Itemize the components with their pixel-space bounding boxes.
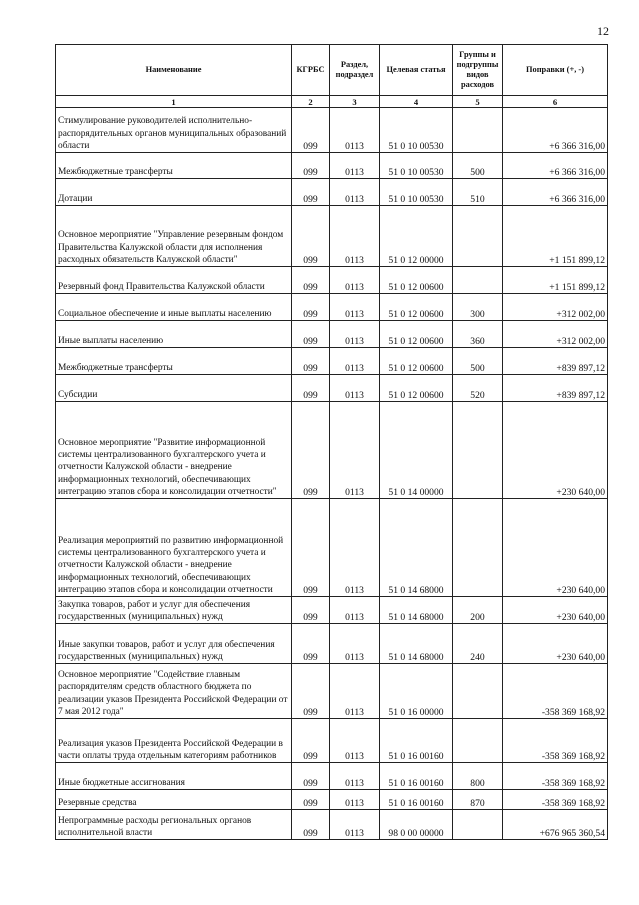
column-number: 6 — [503, 96, 608, 108]
row-kgrbs-cell: 099 — [292, 206, 330, 267]
column-number: 4 — [380, 96, 453, 108]
row-amount-cell: +6 366 316,00 — [503, 153, 608, 179]
table-row — [56, 763, 608, 790]
row-group-cell — [453, 108, 503, 153]
row-group-cell: 360 — [453, 321, 503, 348]
row-group-cell: 870 — [453, 790, 503, 810]
row-amount-cell: -358 369 168,92 — [503, 790, 608, 810]
row-target-cell: 51 0 12 00600 — [380, 321, 453, 348]
row-kgrbs-cell: 099 — [292, 719, 330, 763]
row-name-cell: Межбюджетные трансферты — [56, 348, 292, 375]
row-group-cell: 500 — [453, 153, 503, 179]
table-row — [56, 664, 608, 719]
row-name-cell: Резервные средства — [56, 790, 292, 810]
row-name-cell: Иные выплаты населению — [56, 321, 292, 348]
row-section-cell: 0113 — [330, 375, 380, 402]
row-name-cell: Непрограммные расходы региональных органов исполнительной власти — [56, 810, 292, 840]
row-section-cell: 0113 — [330, 719, 380, 763]
row-kgrbs-cell: 099 — [292, 810, 330, 840]
header-groups: Группы и подгруппы видов расходов — [453, 45, 503, 96]
table-row — [56, 267, 608, 294]
row-name-cell: Резервный фонд Правительства Калужской области — [56, 267, 292, 294]
row-target-cell: 51 0 12 00600 — [380, 348, 453, 375]
row-section-cell: 0113 — [330, 179, 380, 206]
table-row — [56, 179, 608, 206]
row-target-cell: 51 0 12 00600 — [380, 267, 453, 294]
column-number: 1 — [56, 96, 292, 108]
row-section-cell: 0113 — [330, 402, 380, 499]
row-kgrbs-cell: 099 — [292, 375, 330, 402]
row-section-cell: 0113 — [330, 624, 380, 664]
column-number-row — [56, 96, 608, 108]
budget-table — [55, 44, 608, 840]
row-group-cell — [453, 810, 503, 840]
page-number: 12 — [597, 24, 609, 38]
row-target-cell: 51 0 14 68000 — [380, 597, 453, 624]
row-section-cell: 0113 — [330, 790, 380, 810]
row-kgrbs-cell: 099 — [292, 763, 330, 790]
row-group-cell: 520 — [453, 375, 503, 402]
row-name-cell: Основное мероприятие "Развитие информационной системы централизованного бухгалтерского учета и отчетности Калужской области - внедрение информационных технологий, обеспечивающих интеграцию этапов сбора и консолидации отчетности" — [56, 402, 292, 499]
row-group-cell: 200 — [453, 597, 503, 624]
row-amount-cell: +312 002,00 — [503, 321, 608, 348]
row-amount-cell: +312 002,00 — [503, 294, 608, 321]
table-row — [56, 321, 608, 348]
row-name-cell: Реализация указов Президента Российской Федерации в части оплаты труда отдельным категориям работников — [56, 719, 292, 763]
column-number: 3 — [330, 96, 380, 108]
row-name-cell: Дотации — [56, 179, 292, 206]
header-target: Целевая статья — [380, 45, 453, 96]
row-group-cell: 500 — [453, 348, 503, 375]
row-name-cell: Межбюджетные трансферты — [56, 153, 292, 179]
row-kgrbs-cell: 099 — [292, 179, 330, 206]
row-target-cell: 51 0 16 00160 — [380, 763, 453, 790]
row-name-cell: Основное мероприятие "Содействие главным распорядителям средств областного бюджета по реализации указов Президента Российской Федерации от 7 мая 2012 года" — [56, 664, 292, 719]
table-row — [56, 597, 608, 624]
table-row — [56, 810, 608, 840]
row-section-cell: 0113 — [330, 267, 380, 294]
row-section-cell: 0113 — [330, 810, 380, 840]
row-section-cell: 0113 — [330, 763, 380, 790]
row-target-cell: 51 0 10 00530 — [380, 108, 453, 153]
row-target-cell: 51 0 10 00530 — [380, 179, 453, 206]
row-group-cell: 240 — [453, 624, 503, 664]
row-group-cell — [453, 206, 503, 267]
row-amount-cell: +1 151 899,12 — [503, 267, 608, 294]
table-row — [56, 108, 608, 153]
row-target-cell: 51 0 16 00160 — [380, 719, 453, 763]
column-number: 2 — [292, 96, 330, 108]
row-target-cell: 51 0 14 00000 — [380, 402, 453, 499]
row-amount-cell: +230 640,00 — [503, 499, 608, 597]
table-row — [56, 402, 608, 499]
row-target-cell: 51 0 14 68000 — [380, 499, 453, 597]
row-section-cell: 0113 — [330, 153, 380, 179]
row-amount-cell: +839 897,12 — [503, 348, 608, 375]
row-amount-cell: -358 369 168,92 — [503, 719, 608, 763]
row-section-cell: 0113 — [330, 108, 380, 153]
row-target-cell: 51 0 14 68000 — [380, 624, 453, 664]
row-section-cell: 0113 — [330, 348, 380, 375]
row-group-cell — [453, 402, 503, 499]
row-target-cell: 51 0 12 00600 — [380, 294, 453, 321]
row-kgrbs-cell: 099 — [292, 402, 330, 499]
row-group-cell — [453, 499, 503, 597]
header-row — [56, 45, 608, 96]
row-kgrbs-cell: 099 — [292, 294, 330, 321]
row-name-cell: Иные бюджетные ассигнования — [56, 763, 292, 790]
row-target-cell: 51 0 10 00530 — [380, 153, 453, 179]
header-name: Наименование — [56, 45, 292, 96]
row-group-cell — [453, 719, 503, 763]
table-row — [56, 624, 608, 664]
row-section-cell: 0113 — [330, 597, 380, 624]
row-kgrbs-cell: 099 — [292, 664, 330, 719]
table-row — [56, 294, 608, 321]
row-amount-cell: -358 369 168,92 — [503, 763, 608, 790]
row-kgrbs-cell: 099 — [292, 321, 330, 348]
row-target-cell: 51 0 16 00160 — [380, 790, 453, 810]
row-amount-cell: +230 640,00 — [503, 402, 608, 499]
row-kgrbs-cell: 099 — [292, 108, 330, 153]
row-name-cell: Стимулирование руководителей исполнительно-распорядительных органов муниципальных образований области — [56, 108, 292, 153]
row-group-cell: 510 — [453, 179, 503, 206]
row-name-cell: Иные закупки товаров, работ и услуг для обеспечения государственных (муниципальных) нужд — [56, 624, 292, 664]
row-kgrbs-cell: 099 — [292, 790, 330, 810]
row-amount-cell: +676 965 360,54 — [503, 810, 608, 840]
row-amount-cell: +6 366 316,00 — [503, 179, 608, 206]
row-amount-cell: +839 897,12 — [503, 375, 608, 402]
row-amount-cell: +6 366 316,00 — [503, 108, 608, 153]
row-target-cell: 98 0 00 00000 — [380, 810, 453, 840]
row-kgrbs-cell: 099 — [292, 597, 330, 624]
table-row — [56, 499, 608, 597]
row-name-cell: Основное мероприятие "Управление резервным фондом Правительства Калужской области для исполнения расходных обязательств Калужской области" — [56, 206, 292, 267]
row-amount-cell: +230 640,00 — [503, 597, 608, 624]
row-amount-cell: -358 369 168,92 — [503, 664, 608, 719]
table-row — [56, 719, 608, 763]
row-group-cell — [453, 664, 503, 719]
row-amount-cell: +1 151 899,12 — [503, 206, 608, 267]
row-group-cell: 300 — [453, 294, 503, 321]
row-name-cell: Социальное обеспечение и иные выплаты населению — [56, 294, 292, 321]
row-section-cell: 0113 — [330, 206, 380, 267]
table-row — [56, 153, 608, 179]
row-group-cell: 800 — [453, 763, 503, 790]
row-amount-cell: +230 640,00 — [503, 624, 608, 664]
row-section-cell: 0113 — [330, 664, 380, 719]
table-row — [56, 348, 608, 375]
table-row — [56, 375, 608, 402]
row-kgrbs-cell: 099 — [292, 267, 330, 294]
row-target-cell: 51 0 12 00000 — [380, 206, 453, 267]
row-section-cell: 0113 — [330, 321, 380, 348]
row-kgrbs-cell: 099 — [292, 153, 330, 179]
row-name-cell: Субсидии — [56, 375, 292, 402]
column-number: 5 — [453, 96, 503, 108]
row-section-cell: 0113 — [330, 499, 380, 597]
row-target-cell: 51 0 16 00000 — [380, 664, 453, 719]
row-name-cell: Закупка товаров, работ и услуг для обеспечения государственных (муниципальных) нужд — [56, 597, 292, 624]
row-kgrbs-cell: 099 — [292, 348, 330, 375]
table-row — [56, 790, 608, 810]
row-kgrbs-cell: 099 — [292, 624, 330, 664]
table-row — [56, 206, 608, 267]
row-target-cell: 51 0 12 00600 — [380, 375, 453, 402]
row-section-cell: 0113 — [330, 294, 380, 321]
row-group-cell — [453, 267, 503, 294]
header-section: Раздел, подраздел — [330, 45, 380, 96]
row-name-cell: Реализация мероприятий по развитию информационной системы централизованного бухгалтерского учета и отчетности Калужской области - внедрение информационных технологий, обеспечивающих интеграцию этапов сбора и консолидации отчетности — [56, 499, 292, 597]
row-kgrbs-cell: 099 — [292, 499, 330, 597]
header-amendments: Поправки (+, -) — [503, 45, 608, 96]
header-kgrbs: КГРБС — [292, 45, 330, 96]
